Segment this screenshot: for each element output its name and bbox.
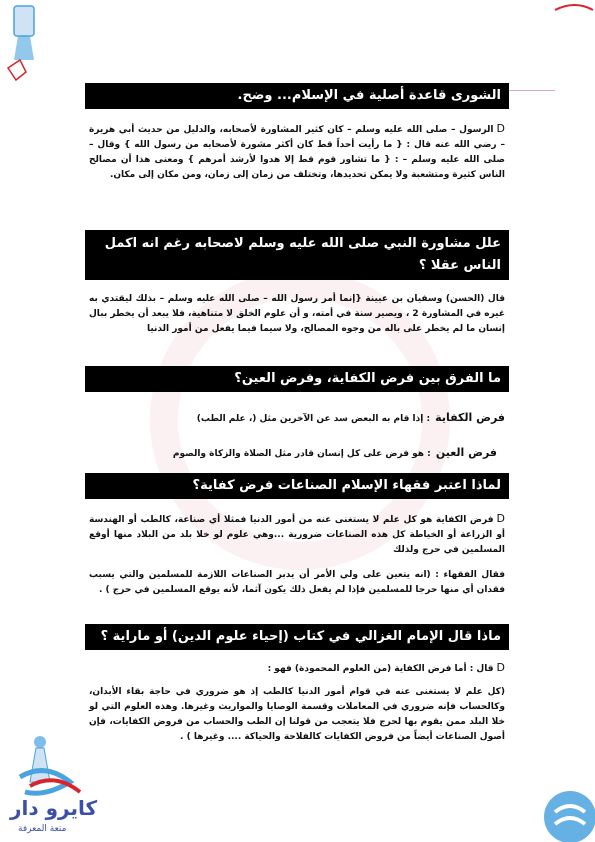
- section-heading: الشورى قاعدة أصلية في الإسلام... وضح.: [85, 83, 509, 109]
- section-paragraph: (كل علم لا يستغنى عنه في قوام أمور الدنيا كالطب إذ هو ضروري في حاجة بقاء الأبدان، وكالحساب فإنه ضروري في المعاملات وقسمة الوصايا والمواريث وغيرها. وهذه العلوم التي لو خلا البلد ممن يقوم بها لحرج فلا يتعجب من قولنا إن الطب والحساب من فروض الكفايات، فإن أصول الصناعات أيضاً من فروض الكفايات كالفلاحة والحياكة .... وغيرها ) .: [89, 687, 505, 742]
- term-definition: : هو فرض على كل إنسان قادر مثل الصلاة والزكاة والصوم: [172, 449, 431, 459]
- corner-decoration-top-right: [535, 0, 595, 40]
- definition-kifaya: [85, 406, 509, 425]
- section-industries: [85, 473, 509, 598]
- bullet-marker: D: [496, 122, 505, 135]
- paragraph-text: الرسول – صلى الله عليه وسلم – كان كثير المشاورة لأصحابه، والدليل من حديث أبي هريرة – رضي الله عنه قال : { ما رأيت أحداً قط كان أكثر مشورة لأصحابه من رسول الله } وقال – صلى الله عليه وسلم – : { ما تشاور قوم قط إلا هدوا لأرشد أمرهم } ومعنى هذا أن مصالح الناس كثيرة ومتشعبة ولا يمكن تحديدها، وتختلف من زمان إلى زمان، ومن مكان إلى مكان.: [89, 125, 505, 180]
- section-heading: لماذا اعتبر فقهاء الإسلام الصناعات فرض كفاية؟: [85, 473, 509, 499]
- section-heading: علل مشاورة النبي صلى الله عليه وسلم لاصحابه رغم انه اكمل الناس عقلا ؟: [85, 230, 509, 280]
- publisher-logo-name: كايرو دار: [10, 796, 98, 820]
- bullet-marker: D: [496, 661, 505, 674]
- publisher-logo-tagline: متعة المعرفة: [18, 824, 67, 834]
- term-label: فرض الكفاية: [435, 411, 505, 424]
- paragraph-text: فرض الكفاية هو كل علم لا يستغنى عنه من أمور الدنيا فمثلا أي صناعة، كالطب أو الهندسة أو الزراعة أو الخياطة كل هذه الصناعات ضرورية ...وهي علوم لو خلا بلد من البلاد منها أوقع المسلمين في حرج ولذلك: [89, 515, 505, 555]
- corner-decoration-top-left: [0, 0, 60, 90]
- section-paragraph: قال (الحسن) وسفيان بن عيينة {إنما أمر رسول الله – صلى الله عليه وسلم – بذلك ليقتدي به غيره في المشاورة 2 ، ويصير سنة في أمته، و أن علوم الخلق لا متناهية، فلا يبعد أن يخطر ببال إنسان ما لم يخطر على باله من وجوه المصالح، ولا سيما فيما يفعل من أمور الدنيا: [89, 294, 505, 334]
- section-heading: ما الفرق بين فرض الكفاية، وفرض العين؟: [85, 366, 509, 392]
- section-shura: [85, 83, 509, 183]
- definition-ayn: [85, 441, 509, 460]
- bullet-marker: D: [496, 512, 505, 525]
- section-heading: ماذا قال الإمام الغزالي في كتاب (إحياء علوم الدين) أو ماراية ؟: [85, 624, 509, 650]
- section-kifaya-vs-ayn: [85, 366, 509, 460]
- section-paragraph: [85, 511, 509, 558]
- section-paragraph: [85, 121, 509, 183]
- term-definition: : إذا قام به البعض سد عن الآخرين مثل (، علم الطب): [196, 414, 431, 424]
- intro-text: قال : أما فرض الكفاية (من العلوم المحمودة) فهو :: [267, 664, 494, 674]
- section-intro: [85, 660, 509, 677]
- term-label: فرض العين: [435, 446, 497, 459]
- section-paragraph-2: فقال الفقهاء : (انه يتعين على ولي الأمر أن يدبر الصناعات اللازمة للمسلمين والتي يسبب فقدان أي منها حرجا للمسلمين فإذا لم يفعل ذلك يكون آثما، لأنه يوقع المسلمين في حرج ) .: [89, 570, 505, 595]
- section-prophet-consultation: [85, 230, 509, 337]
- corner-decoration-bottom-right: [525, 772, 595, 842]
- section-ghazali: [85, 624, 509, 745]
